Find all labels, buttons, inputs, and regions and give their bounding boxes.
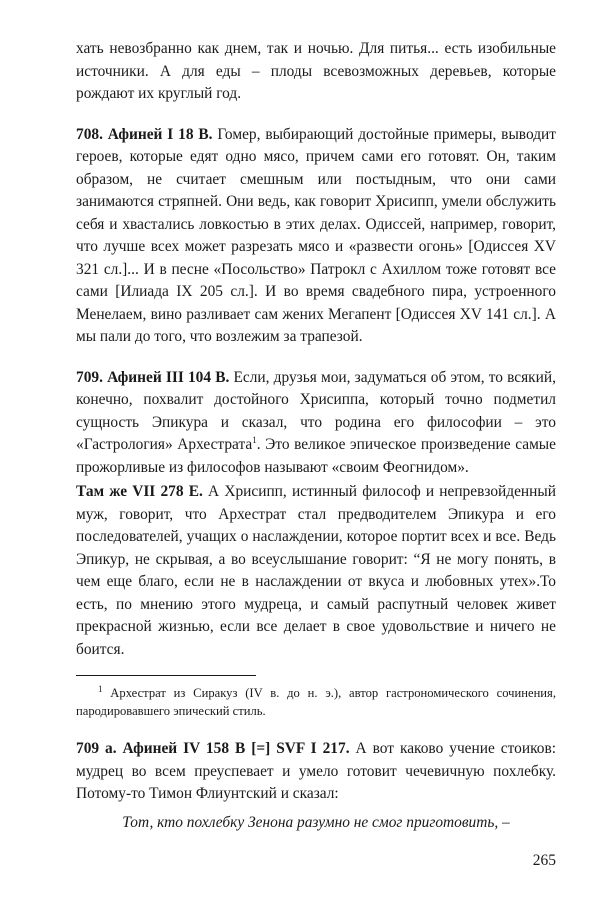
footnote-mark[interactable]: 1 <box>252 434 257 445</box>
fragment-709a-text: А вот каково учение стоиков: мудрец во всем преуспевает и умело готовит чечевичную похлебку. Потому-то Тимон Флиунтский и сказал: <box>76 740 556 802</box>
fragment-709 <box>76 367 556 480</box>
fragment-709b-text: А Хрисипп, истинный философ и непревзойденный муж, говорит, что Архестрат стал предводителем Эпикура и его последователей, учащих о наслаждении, которое портит всех и все. Ведь Эпикур, не скрывая, а во всеуслышание говорит: “Я не могу понять, в чем еще благо, если не в наслаждении от вкуса и любовных утех».То есть, по мнению этого мудреца, и самый распутный человек живет прекрасной жизнью, если все делает в свое удовольствие и ничего не боится. <box>76 483 556 658</box>
fragment-709a-ref: 709 а. Афиней IV 158 В [=] SVF I 217. <box>76 740 350 757</box>
fragment-709a <box>76 738 556 806</box>
fragment-709-ref: 709. Афиней III 104 В. <box>76 368 230 386</box>
page-number: 265 <box>532 852 556 869</box>
fragment-708 <box>76 124 556 349</box>
fragment-709-text-end: . Это великое эпическое произведение самые прожорливые из философов называют «своим Феогнидом». <box>76 436 556 476</box>
fragment-709b-ref: Там же VII 278 Е. <box>76 483 203 500</box>
fragment-708-text: Гомер, выбирающий достойные примеры, выводит героев, которые едят одно мясо, причем сами его готовят. Он, таким образом, не считает смешным или постыдным, что они сами занимаются стряпней. Они ведь, как говорит Хрисипп, умели обслужить себя и хвастались ловкостью в этих делах. Одиссей, например, говорит, что лучше всех может разрезать мясо и «развести огонь» [Одиссея XV 321 сл.]... И в песне «Посольство» Патрокл с Ахиллом тоже готовят все сами [Илиада IX 205 сл.]. И во время свадебного пира, устроенного Менелаем, вино разливает сам жених Мегапент [Одиссея XV 141 сл.]. А мы пали до того, что возлежим за трапезой. <box>76 125 556 345</box>
fragment-708-ref: 708. Афиней I 18 В. <box>76 125 213 143</box>
footnote-divider <box>76 675 256 676</box>
verse-line: Тот, кто похлебку Зенона разумно не смог приготовить, – <box>122 813 510 831</box>
footnote-number: 1 <box>98 683 103 694</box>
intro-text: хать невозбранно как днем, так и ночью. Для питья... есть изобильные источники. А для еды – плоды всевозможных деревьев, которые рождают их круглый год. <box>76 40 556 102</box>
footnote <box>76 684 556 720</box>
intro-paragraph <box>76 38 556 106</box>
footnote-text: Архестрат из Сиракуз (IV в. до н. э.), автор гастрономического сочинения, пародировавшего эпический стиль. <box>76 686 556 718</box>
fragment-709-text: Если, друзья мои, задуматься об этом, то всякий, конечно, похвалит достойного Хрисиппа, который точно подметил сущность Эпикура и сказал, что родина его философии – это «Гастрология» Архестрата <box>76 368 556 453</box>
fragment-709-continued <box>76 481 556 661</box>
